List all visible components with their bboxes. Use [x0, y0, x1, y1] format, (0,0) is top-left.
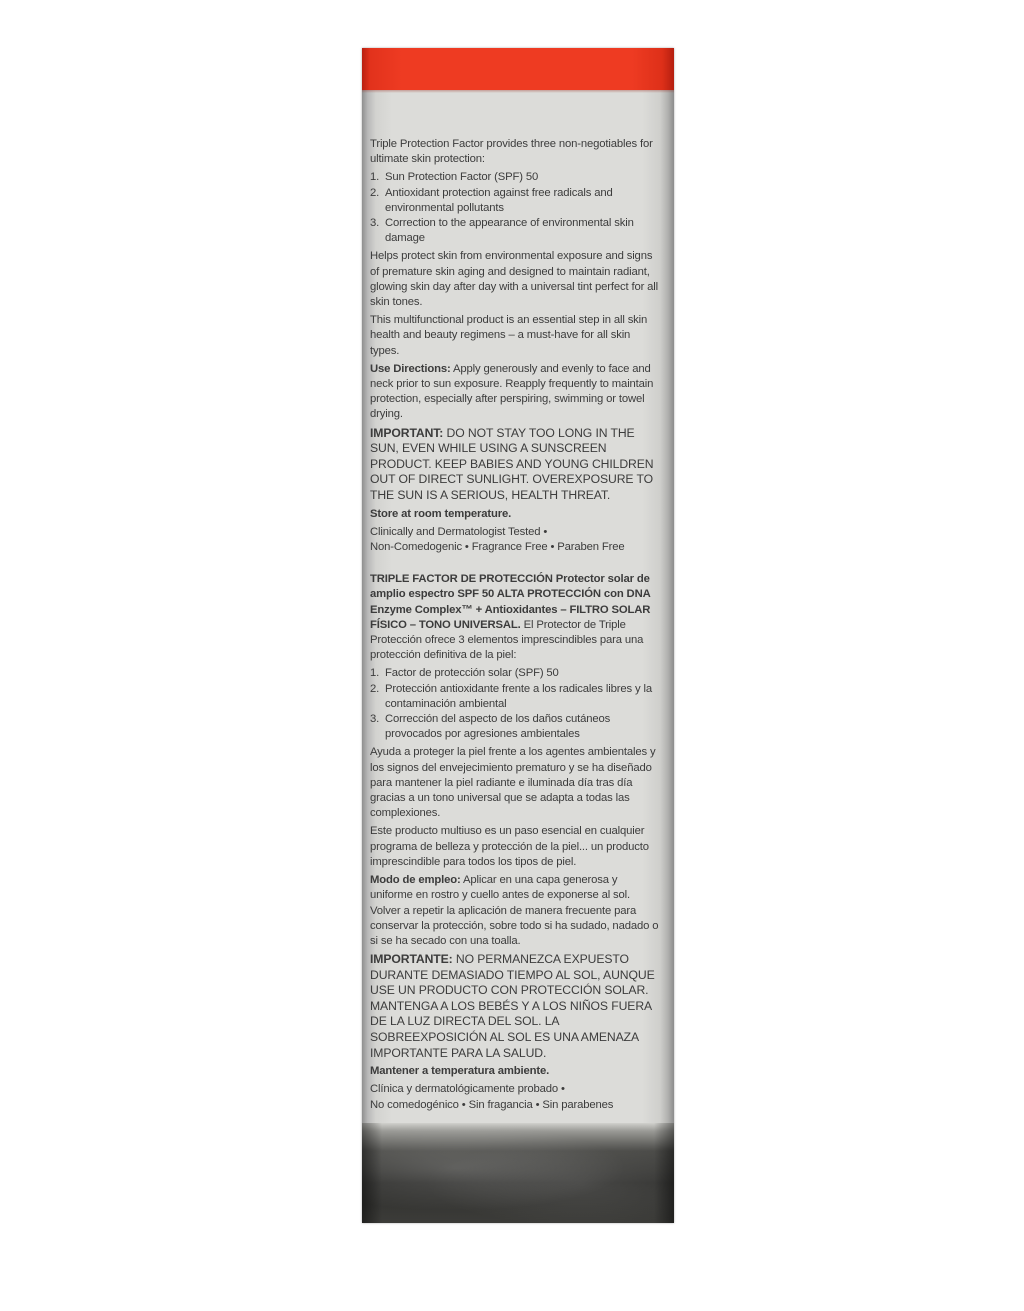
list-item: 1. Factor de protección solar (SPF) 50 [370, 667, 559, 680]
en-intro: Triple Protection Factor provides three non-negotiables for ultimate skin protection: [370, 138, 653, 166]
en-important-text: DO NOT STAY TOO LONG IN THE SUN, EVEN WHILE USING A SUNSCREEN PRODUCT. KEEP BABIES AND YOUNG CHILDREN OUT OF DIRECT SUNLIGHT. OVEREXPOSURE TO THE SUN IS A SERIOUS, HEALTH THREAT. [370, 425, 654, 503]
en-storage: Store at room temperature. [370, 507, 512, 520]
section-gap [370, 558, 662, 572]
en-claims-line-2: Non-Comedogenic • Fragrance Free • Paraben Free [370, 541, 625, 554]
list-item: 3. Correction to the appearance of environmental skin damage [370, 217, 634, 245]
list-item: 3. Corrección del aspecto de los daños cutáneos provocados por agresiones ambientales [370, 713, 611, 741]
list-item: 2. Antioxidant protection against free radicals and environmental pollutants [370, 186, 613, 214]
es-title-rest: El Protector de Triple Protección ofrece 3 elementos imprescindibles para una protección definitiva de la piel: [370, 618, 644, 662]
es-claims-line-2: No comedogénico • Sin fragancia • Sin parabenes [370, 1098, 614, 1111]
es-paragraph-multifunctional: Este producto multiuso es un paso esencial en cualquier programa de belleza y protección de la piel... un producto imprescindible para todos los tipos de piel. [370, 825, 649, 868]
dark-bottom-band [362, 1123, 674, 1223]
en-paragraph-multifunctional: This multifunctional product is an essential step in all skin health and beauty regimens – a must-have for all skin types. [370, 314, 648, 357]
product-carton-side [362, 48, 674, 1223]
list-item: 1. Sun Protection Factor (SPF) 50 [370, 171, 539, 184]
es-important-label: IMPORTANTE: [370, 952, 453, 967]
carton-text [370, 137, 662, 1116]
es-paragraph-benefits: Ayuda a proteger la piel frente a los agentes ambientales y los signos del envejecimiento prematuro y se ha diseñado para mantener la piel radiante e iluminada día tras día gracias a un tono universal que se adapta a todas las complexiones. [370, 746, 656, 820]
en-claims-line-1: Clinically and Dermatologist Tested • [370, 525, 548, 538]
es-directions [370, 873, 662, 949]
en-directions [370, 362, 662, 423]
es-important [370, 952, 662, 1061]
es-directions-label: Modo de empleo: [370, 874, 461, 887]
red-top-band [362, 48, 674, 90]
en-important-label: IMPORTANT: [370, 425, 444, 440]
list-item: 2. Protección antioxidante frente a los radicales libres y la contaminación ambiental [370, 682, 652, 710]
en-important [370, 426, 662, 504]
es-important-text: NO PERMANEZCA EXPUESTO DURANTE DEMASIADO TIEMPO AL SOL, AUNQUE USE UN PRODUCTO CON PROTECCIÓN SOLAR. MANTENGA A LOS BEBÉS Y A LOS NIÑOS FUERA DE LA LUZ DIRECTA DEL SOL. LA SOBREEXPOSICIÓN AL SOL ES UNA AMENAZA IMPORTANTE PARA LA SALUD. [370, 952, 655, 1060]
es-storage: Mantener a temperatura ambiente. [370, 1065, 550, 1078]
en-directions-text: Apply generously and evenly to face and neck prior to sun exposure. Reapply frequently to maintain protection, especially after perspiring, swimming or towel drying. [370, 362, 654, 421]
es-title [370, 572, 662, 663]
es-title-bold: TRIPLE FACTOR DE PROTECCIÓN Protector solar de amplio espectro SPF 50 ALTA PROTECCIÓN con DNA Enzyme Complex™ + Antioxidantes – FILTRO SOLAR FÍSICO – TONO UNIVERSAL. [370, 573, 651, 631]
en-paragraph-benefits: Helps protect skin from environmental exposure and signs of premature skin aging and designed to maintain radiant, glowing skin day after day with a universal tint perfect for all skin tones. [370, 250, 659, 309]
en-directions-label: Use Directions: [370, 362, 451, 375]
es-directions-text: Aplicar en una capa generosa y uniforme en rostro y cuello antes de exponerse al sol. Volver a repetir la aplicación de manera frecuente para conservar la protección, sobre todo si ha sudado, nadado o si se ha secado con una toalla. [370, 874, 659, 947]
es-claims-line-1: Clínica y dermatológicamente probado • [370, 1083, 565, 1096]
es-list [370, 666, 662, 742]
en-list [370, 170, 662, 246]
